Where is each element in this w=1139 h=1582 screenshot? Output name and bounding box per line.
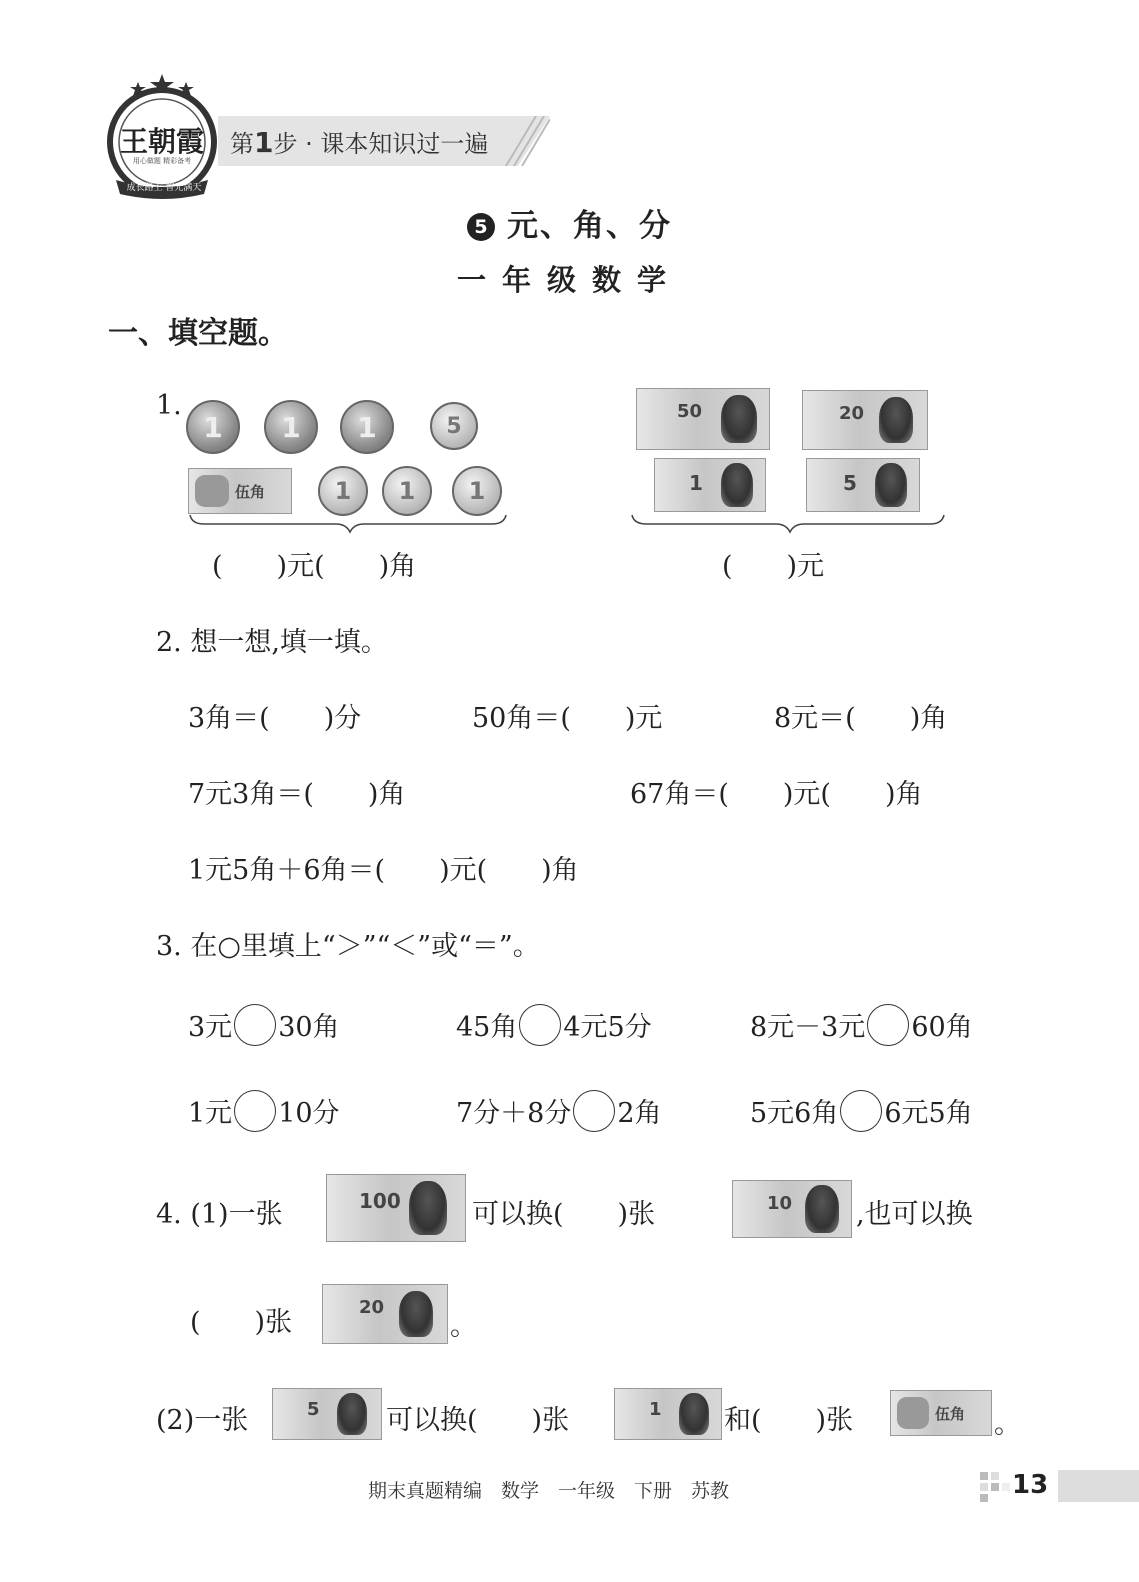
q4-part1-second: ( )张 (190, 1307, 293, 1338)
step-suffix: 步 · 课本知识过一遍 (273, 130, 489, 158)
subject-title: 一年级数学 (456, 263, 682, 297)
q2-item: 50角＝( )元 (472, 703, 663, 734)
note-value: 5 (307, 1399, 320, 1420)
unit-number: 5 (467, 213, 495, 241)
answer-circle[interactable] (573, 1090, 615, 1132)
q3-right: 2角 (617, 1098, 662, 1129)
q3-title: 3. 在○里填上“＞”“＜”或“＝”。 (156, 931, 540, 962)
coin-1-yuan-icon: 1 (264, 400, 318, 454)
q3-left: 5元6角 (750, 1098, 839, 1129)
banknote-5-yuan-icon (272, 1388, 382, 1440)
note-value: 1 (689, 471, 703, 495)
note-value: 5 (843, 471, 857, 495)
logo-slogan: 用心做题 精彩备考 (132, 157, 192, 165)
note-value: 20 (359, 1297, 385, 1318)
banknote-1-yuan-icon (614, 1388, 722, 1440)
q3-right: 30角 (278, 1012, 340, 1043)
logo-name: 王朝霞 (119, 125, 204, 158)
q4-part2-lead: (2)一张 (156, 1405, 249, 1436)
banknote-10-yuan-icon (732, 1180, 852, 1238)
q2-item: 8元＝( )角 (774, 703, 948, 734)
footer-book-title: 期末真题精编 数学 一年级 下册 苏教 (368, 1480, 730, 1502)
q3-comparison (456, 1004, 652, 1046)
banknote-100-yuan-icon (326, 1174, 466, 1242)
q1-left-answer: ( )元( )角 (212, 551, 417, 582)
coin-1-jiao-icon: 1 (452, 466, 502, 516)
step-prefix: 第 (230, 130, 254, 158)
unit-title (0, 200, 1139, 245)
q3-comparison (750, 1090, 973, 1132)
note-value: 1 (649, 1399, 662, 1420)
q3-right: 60角 (911, 1012, 973, 1043)
coin-5-jiao-icon: 5 (430, 402, 478, 450)
page-corner-pattern (980, 1472, 1010, 1502)
q2-item: 3角＝( )分 (188, 703, 362, 734)
q3-left: 1元 (188, 1098, 233, 1129)
note-value: 10 (767, 1193, 793, 1214)
answer-circle[interactable] (234, 1004, 276, 1046)
banknote-5-jiao-icon (890, 1390, 992, 1436)
answer-circle[interactable] (234, 1090, 276, 1132)
logo-ribbon-text: 成长路上 智光满天 (126, 183, 202, 193)
q3-comparison (456, 1090, 662, 1132)
page-number-bar (1058, 1470, 1139, 1502)
section-heading: 一、填空题。 (108, 316, 288, 351)
note-value: 50 (677, 401, 703, 422)
note-value: 伍角 (935, 1405, 966, 1423)
step-label (230, 124, 488, 159)
q2-item: 7元3角＝( )角 (188, 779, 406, 810)
q4-part2-mid: 可以换( )张 (386, 1405, 570, 1436)
banknote-20-yuan-icon (802, 390, 928, 450)
q3-comparison (188, 1004, 340, 1046)
q1-number: 1. (156, 390, 182, 421)
q3-left: 8元－3元 (750, 1012, 866, 1043)
q3-left: 7分＋8分 (456, 1098, 572, 1129)
step-number: 1 (254, 126, 274, 159)
coin-1-jiao-icon: 1 (318, 466, 368, 516)
note-value: 20 (839, 403, 865, 424)
q2-item: 1元5角＋6角＝( )元( )角 (188, 855, 579, 886)
q3-left: 45角 (456, 1012, 518, 1043)
note-value: 伍角 (235, 483, 266, 501)
note-value: 100 (359, 1189, 401, 1213)
q4-part1-tail: ,也可以换 (856, 1199, 973, 1230)
q3-comparison (750, 1004, 973, 1046)
q3-right: 6元5角 (884, 1098, 973, 1129)
banknote-5-jiao-icon (188, 468, 292, 514)
q3-right: 10分 (278, 1098, 340, 1129)
q4-part1-end: 。 (450, 1311, 477, 1342)
q4-part2-tail: 和( )张 (724, 1405, 854, 1436)
banknote-5-yuan-icon (806, 458, 920, 512)
coin-1-jiao-icon: 1 (382, 466, 432, 516)
unit-title-text: 元、角、分 (507, 208, 672, 244)
banknote-20-yuan-icon (322, 1284, 448, 1344)
q3-comparison (188, 1090, 340, 1132)
q2-item: 67角＝( )元( )角 (630, 779, 923, 810)
answer-circle[interactable] (519, 1004, 561, 1046)
q1-right-answer: ( )元 (722, 551, 825, 582)
banknote-1-yuan-icon (654, 458, 766, 512)
q2-title: 2. 想一想,填一填。 (156, 627, 388, 658)
q4-part1-mid: 可以换( )张 (472, 1199, 656, 1230)
answer-circle[interactable] (867, 1004, 909, 1046)
q3-right: 4元5分 (563, 1012, 652, 1043)
banknote-50-yuan-icon (636, 388, 770, 450)
q4-part1-lead: 4. (1)一张 (156, 1199, 283, 1230)
q4-part2-end: 。 (994, 1409, 1021, 1440)
page-number: 13 (1012, 1470, 1049, 1500)
answer-circle[interactable] (840, 1090, 882, 1132)
coin-1-yuan-icon: 1 (186, 400, 240, 454)
q3-left: 3元 (188, 1012, 233, 1043)
coin-1-yuan-icon: 1 (340, 400, 394, 454)
